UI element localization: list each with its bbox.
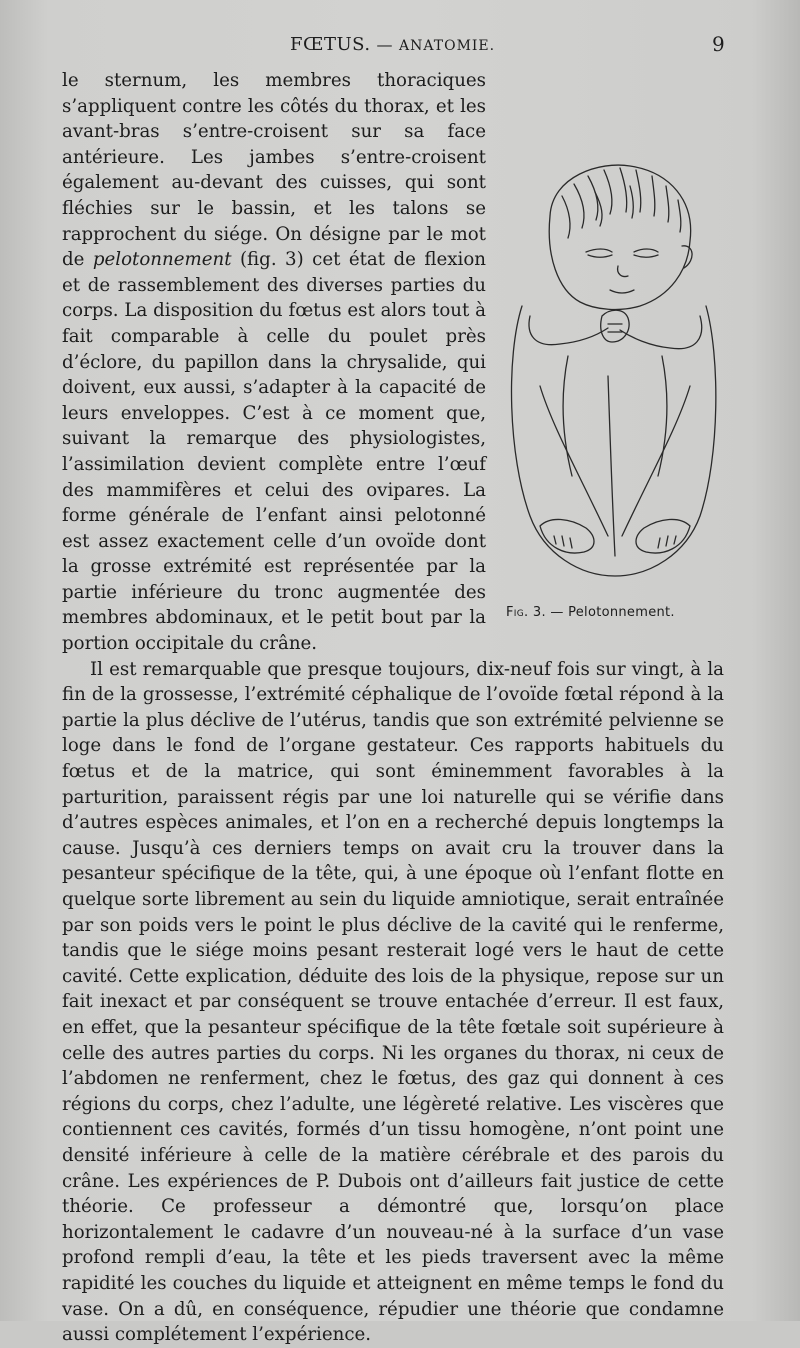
running-header	[0, 32, 800, 62]
header-subtitle: ANATOMIE.	[399, 38, 496, 54]
figure-label: Fig. 3.	[506, 605, 546, 620]
figure-separator: —	[550, 605, 564, 620]
body-text	[62, 68, 724, 1348]
figure-3	[500, 156, 728, 624]
figure-caption-text: Pelotonnement.	[568, 605, 675, 620]
figure-caption	[506, 600, 736, 626]
header-title: FŒTUS.	[290, 34, 371, 55]
header-separator: —	[376, 35, 394, 54]
paragraph-1-part-a: le sternum, les membres thoraciques s’appliquent contre les côtés du thorax, et les avant-bras s’entre-croisent sur sa face antérieure. Les jambes s’entre-croisent également au-devant des cuisses, qui sont fléchies sur le bassin, et les talons se rapprochent du siége. On désigne par le mot de	[62, 70, 486, 271]
fetus-illustration-icon	[500, 156, 730, 596]
page-number: 9	[712, 32, 725, 56]
running-title	[290, 34, 495, 55]
term-pelotonnement: pelotonnement	[92, 249, 232, 271]
paragraph-1-part-b: (fig. 3) cet état de flexion et de rassemblement des diverses parties du corps. La disposition du fœtus est alors tout à fait comparable à celle du poulet près d’éclore, du papillon dans la chrysalide, qui doivent, eux aussi, s’adapter à la capacité de leurs enveloppes. C’est à ce moment que, suivant la remarque des physiologistes, l’assimilation devient complète entre l’œuf des mammifères et celui des ovipares. La forme générale de l’enfant ainsi pelotonné est assez exactement celle d’un ovoïde dont la grosse extrémité est représentée par la partie inférieure du tronc augmentée des membres abdominaux, et le petit bout par la portion occipitale du crâne.	[62, 249, 487, 655]
paragraph-2: Il est remarquable que presque toujours, dix-neuf fois sur vingt, à la fin de la grossesse, l’extrémité céphalique de l’ovoïde fœtal répond à la partie la plus déclive de l’utérus, tandis que son extrémité pelvienne se loge dans le fond de l’organe gestateur. Ces rapports habituels du fœtus et de la matrice, qui sont éminemment favorables à la parturition, paraissent régis par une loi naturelle qui se vérifie dans d’autres espèces animales, et l’on en a recherché depuis longtemps la cause. Jusqu’à ces derniers temps on avait cru la trouver dans la pesanteur spécifique de la tête, qui, à une époque où l’enfant flotte en quelque sorte librement au sein du liquide amniotique, serait entraînée par son poids vers le point le plus déclive de la cavité qui le renferme, tandis que le siége moins pesant resterait logé vers le haut de cette cavité. Cette explication, déduite des lois de la physique, repose sur un fait inexact et par conséquent se trouve entachée d’erreur. Il est faux, en effet, que la pesanteur spécifique de la tête fœtale soit supérieure à celle des autres parties du corps. Ni les organes du thorax, ni ceux de l’abdomen ne renferment, chez le fœtus, des gaz qui donnent à ces régions du corps, chez l’adulte, une légèreté relative. Les viscères que contiennent ces cavités, formés d’un tissu homogène, n’ont point une densité inférieure à celle de la matière cérébrale et des parois du crâne. Les expériences de P. Dubois ont d’ailleurs fait justice de cette théorie. Ce professeur a démontré que, lorsqu’on place horizontalement le cadavre d’un nouveau-né à la surface d’un vase profond rempli d’eau, la tête et les pieds traversent avec la même rapidité les couches du liquide et atteignent en même temps le fond du vase. On a dû, en conséquence, répudier une théorie que condamne aussi complétement l’expérience.	[62, 658, 724, 1346]
